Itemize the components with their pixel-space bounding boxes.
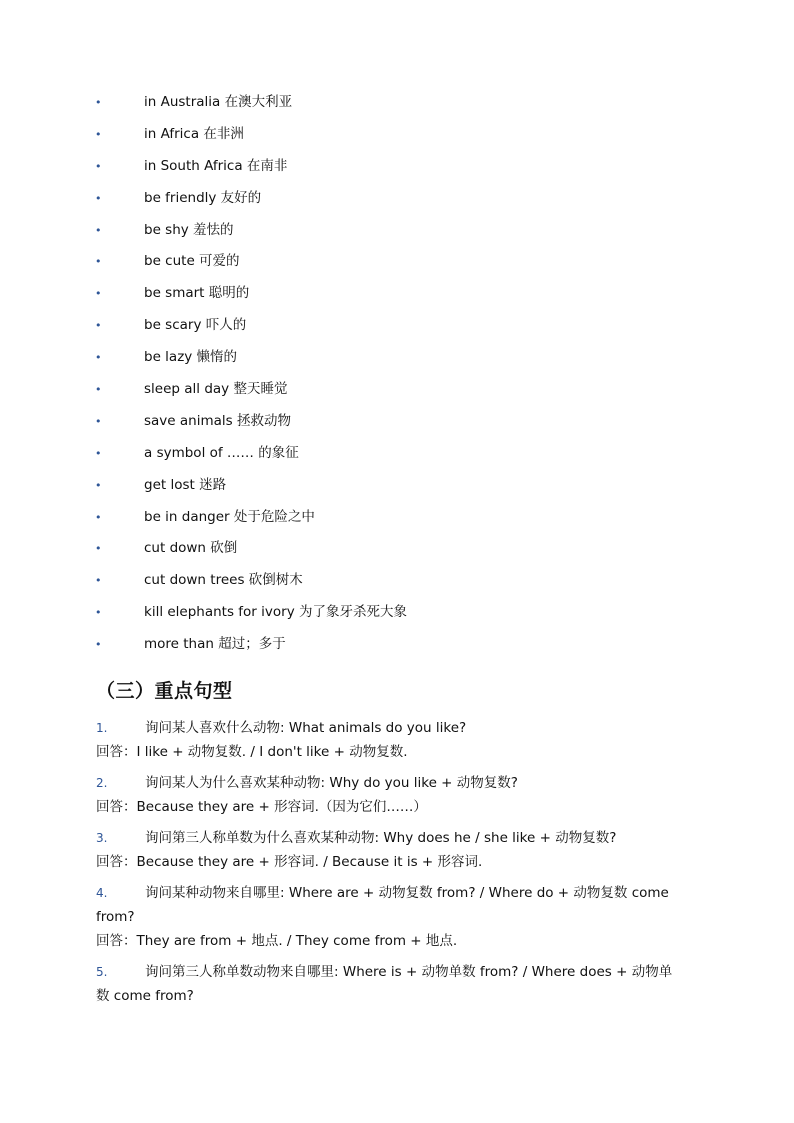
pattern-spacer bbox=[0, 953, 794, 960]
pattern-spacer bbox=[0, 819, 794, 826]
pattern-item bbox=[0, 960, 794, 1015]
bullet-icon: • bbox=[95, 414, 102, 428]
vocab-text: in South Africa 在南非 bbox=[144, 157, 288, 174]
vocab-item bbox=[0, 600, 794, 632]
bullet-icon: • bbox=[95, 638, 102, 652]
pattern-answer-line bbox=[0, 740, 794, 764]
bullet-icon: • bbox=[95, 127, 102, 141]
pattern-question: 询问某种动物来自哪里: Where are + 动物复数 from? / Where do + 动物复数 come bbox=[145, 885, 669, 901]
vocab-text: be friendly 友好的 bbox=[144, 189, 262, 206]
pattern-question: 询问第三人称单数动物来自哪里: Where is + 动物单数 from? / Where does + 动物单 bbox=[145, 964, 673, 980]
pattern-item bbox=[0, 716, 794, 771]
pattern-question-line bbox=[0, 881, 794, 905]
pattern-spacer bbox=[0, 874, 794, 881]
vocab-text: cut down trees 砍倒树木 bbox=[144, 572, 303, 589]
vocab-text: kill elephants for ivory 为了象牙杀死大象 bbox=[144, 604, 407, 621]
bullet-icon: • bbox=[95, 606, 102, 620]
vocab-list bbox=[0, 90, 794, 664]
vocab-text: sleep all day 整天睡觉 bbox=[144, 381, 288, 398]
bullet-icon: • bbox=[95, 510, 102, 524]
vocab-item bbox=[0, 186, 794, 218]
pattern-question-cont: 数 come from? bbox=[96, 988, 194, 1004]
vocab-item bbox=[0, 345, 794, 377]
vocab-text: be cute 可爱的 bbox=[144, 253, 240, 270]
pattern-answer-line bbox=[0, 929, 794, 953]
vocab-item bbox=[0, 154, 794, 186]
bullet-icon: • bbox=[95, 446, 102, 460]
section-heading: （三）重点句型 bbox=[96, 680, 233, 702]
pattern-question-continued bbox=[0, 905, 794, 929]
vocab-text: cut down 砍倒 bbox=[144, 540, 238, 557]
vocab-item bbox=[0, 505, 794, 537]
pattern-item bbox=[0, 881, 794, 960]
bullet-icon: • bbox=[95, 383, 102, 397]
vocab-item bbox=[0, 122, 794, 154]
vocab-item bbox=[0, 536, 794, 568]
bullet-icon: • bbox=[95, 287, 102, 301]
pattern-question-cont: from? bbox=[96, 909, 135, 925]
pattern-question-line bbox=[0, 960, 794, 984]
vocab-item bbox=[0, 313, 794, 345]
bullet-icon: • bbox=[95, 223, 102, 237]
bullet-icon: • bbox=[95, 542, 102, 556]
pattern-answer: 回答：I like + 动物复数. / I don't like + 动物复数. bbox=[96, 744, 408, 760]
vocab-item bbox=[0, 281, 794, 313]
vocab-text: be lazy 懒惰的 bbox=[144, 349, 238, 366]
pattern-question: 询问第三人称单数为什么喜欢某种动物: Why does he / she like + 动物复数? bbox=[145, 830, 617, 846]
vocab-item bbox=[0, 632, 794, 664]
bullet-icon: • bbox=[95, 351, 102, 365]
pattern-question: 询问某人喜欢什么动物: What animals do you like? bbox=[145, 720, 467, 736]
bullet-icon: • bbox=[95, 191, 102, 205]
vocab-text: in Australia 在澳大利亚 bbox=[144, 94, 293, 110]
pattern-number: 1. bbox=[96, 721, 108, 735]
sentence-patterns bbox=[0, 716, 794, 1015]
vocab-item bbox=[0, 409, 794, 441]
pattern-question-line bbox=[0, 716, 794, 740]
pattern-spacer bbox=[0, 1008, 794, 1015]
vocab-text: get lost 迷路 bbox=[144, 476, 227, 493]
bullet-icon: • bbox=[95, 574, 102, 588]
vocab-item bbox=[0, 90, 794, 122]
vocab-item bbox=[0, 249, 794, 281]
vocab-text: save animals 拯救动物 bbox=[144, 412, 291, 429]
pattern-number: 4. bbox=[96, 886, 108, 900]
pattern-number: 3. bbox=[96, 831, 108, 845]
bullet-icon: • bbox=[95, 255, 102, 269]
bullet-icon: • bbox=[95, 319, 102, 333]
pattern-answer: 回答：Because they are + 形容词.（因为它们……） bbox=[96, 799, 427, 815]
vocab-text: in Africa 在非洲 bbox=[144, 125, 244, 142]
pattern-question: 询问某人为什么喜欢某种动物: Why do you like + 动物复数? bbox=[145, 775, 518, 791]
pattern-number: 5. bbox=[96, 965, 108, 979]
pattern-question-line bbox=[0, 826, 794, 850]
pattern-answer: 回答：Because they are + 形容词. / Because it is + 形容词. bbox=[96, 854, 483, 870]
vocab-item bbox=[0, 568, 794, 600]
vocab-text: a symbol of …… 的象征 bbox=[144, 444, 299, 461]
pattern-spacer bbox=[0, 764, 794, 771]
vocab-item bbox=[0, 218, 794, 250]
pattern-number: 2. bbox=[96, 776, 108, 790]
vocab-item bbox=[0, 377, 794, 409]
vocab-text: be smart 聪明的 bbox=[144, 285, 250, 302]
pattern-answer-line bbox=[0, 850, 794, 874]
vocab-item bbox=[0, 441, 794, 473]
vocab-text: be shy 羞怯的 bbox=[144, 221, 234, 238]
vocab-text: be in danger 处于危险之中 bbox=[144, 508, 315, 525]
bullet-icon: • bbox=[95, 478, 102, 492]
bullet-icon: • bbox=[95, 159, 102, 173]
pattern-item bbox=[0, 826, 794, 881]
pattern-question-line bbox=[0, 771, 794, 795]
pattern-answer: 回答：They are from + 地点. / They come from + 地点. bbox=[96, 933, 458, 949]
pattern-question-continued bbox=[0, 984, 794, 1008]
pattern-answer-line bbox=[0, 795, 794, 819]
vocab-item bbox=[0, 473, 794, 505]
bullet-icon: • bbox=[95, 96, 102, 109]
pattern-item bbox=[0, 771, 794, 826]
vocab-text: be scary 吓人的 bbox=[144, 317, 247, 334]
vocab-text: more than 超过；多于 bbox=[144, 636, 286, 653]
